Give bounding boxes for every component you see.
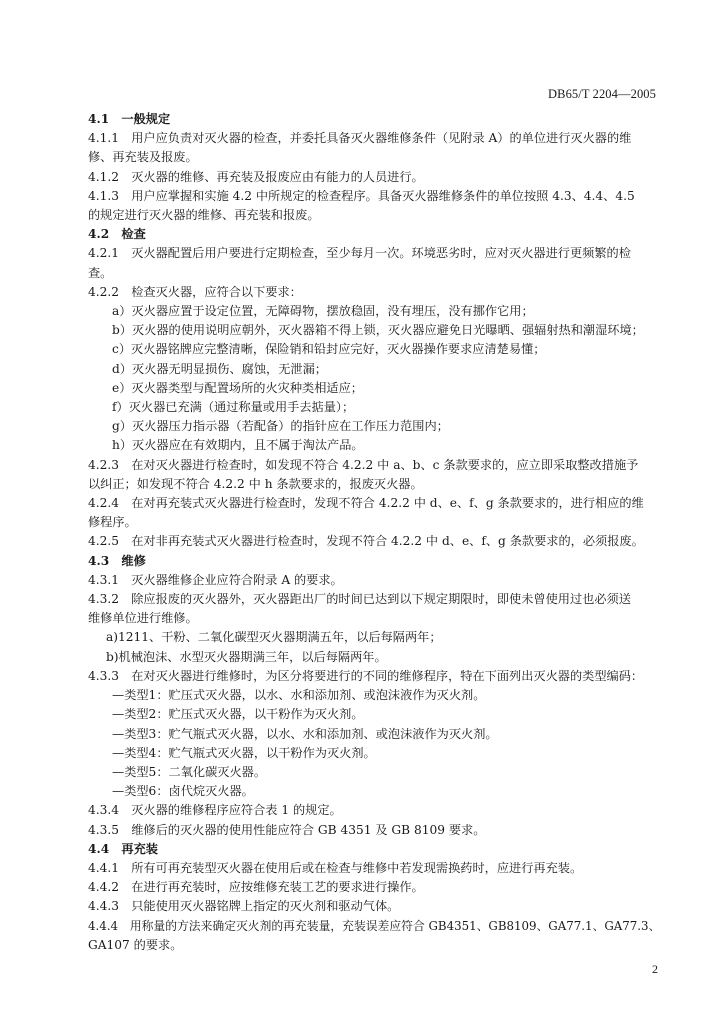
clause-text: GA107 的要求。: [88, 937, 183, 952]
clause-text: 4.2.4 在对再充装式灭火器进行检查时，发现不符合 4.2.2 中 d、e、f、g 条款要求的，进行相应的维: [88, 496, 644, 511]
list-item: b）灭火器的使用说明应朝外，灭火器箱不得上锁，灭火器应避免日光曝晒、强辐射热和潮湿环境；: [112, 323, 644, 338]
clause-text: 维修单位进行维修。: [88, 611, 198, 626]
clause-text: 4.2.5 在对非再充装式灭火器进行检查时，发现不符合 4.2.2 中 d、e、f、g 条款要求的，必须报废。: [88, 534, 644, 549]
section-heading: 4.4 再充装: [88, 841, 158, 856]
list-item: —类型3：贮气瓶式灭火器，以水、水和添加剂、或泡沫液作为灭火剂。: [112, 726, 498, 741]
clause-text: 查。: [88, 265, 113, 280]
clause-text: 修、再充装及报废。: [88, 150, 198, 165]
clause-text: 4.3.4 灭火器的维修程序应符合表 1 的规定。: [88, 803, 342, 818]
clause-text: 4.3.5 维修后的灭火器的使用性能应符合 GB 4351 及 GB 8109 要求。: [88, 822, 486, 837]
list-item: f）灭火器已充满（通过称量或用手去掂量）；: [112, 400, 355, 415]
clause-text: 4.1.2 灭火器的维修、再充装及报废应由有能力的人员进行。: [88, 169, 424, 184]
clause-text: 4.1.1 用户应负责对灭火器的检查，并委托具备灭火器维修条件（见附录 A）的单位进行灭火器的维: [88, 131, 632, 146]
clause-text: 4.3.3 在对灭火器进行维修时，为区分将要进行的不同的维修程序，特在下面列出灭火器的类型编码：: [88, 668, 644, 683]
clause-text: 4.2.3 在对灭火器进行检查时，如发现不符合 4.2.2 中 a、b、c 条款要求的，应立即采取整改措施予: [88, 457, 639, 472]
list-item: a)1211、干粉、二氧化碳型灭火器期满五年，以后每隔两年；: [106, 630, 442, 645]
list-item: h）灭火器应在有效期内，且不属于淘汰产品。: [112, 438, 364, 453]
clause-text: 4.4.4 用称量的方法来确定灭火剂的再充装量，充装误差应符合 GB4351、GB8109、GA77.1、GA77.3、: [88, 918, 661, 933]
list-item: c）灭火器铭牌应完整清晰，保险销和铅封应完好，灭火器操作要求应清楚易懂；: [112, 342, 546, 357]
section-heading: 4.2 检查: [88, 227, 146, 242]
list-item: e）灭火器类型与配置场所的火灾种类相适应；: [112, 380, 363, 395]
list-item: —类型5：二氧化碳灭火器。: [112, 764, 267, 779]
list-item: —类型6：卤代烷灭火器。: [112, 784, 254, 799]
list-item: —类型4：贮气瓶式灭火器，以干粉作为灭火剂。: [112, 745, 376, 760]
section-heading: 4.3 维修: [88, 553, 146, 568]
list-item: b)机械泡沫、水型灭火器期满三年，以后每隔两年。: [106, 649, 387, 664]
document-body: [88, 110, 660, 955]
clause-text: 4.4.3 只能使用灭火器铭牌上指定的灭火剂和驱动气体。: [88, 899, 400, 914]
clause-text: 4.2.1 灭火器配置后用户要进行定期检查，至少每月一次。环境恶劣时，应对灭火器进行更频繁的检: [88, 246, 631, 261]
section-heading: 4.1 一般规定: [88, 112, 171, 126]
clause-text: 4.4.1 所有可再充装型灭火器在使用后或在检查与维修中若发现需换药时，应进行再充装。: [88, 860, 583, 875]
clause-text: 4.1.3 用户应掌握和实施 4.2 中所规定的检查程序。具备灭火器维修条件的单位按照 4.3、4.4、4.5: [88, 188, 635, 203]
list-item: —类型2：贮压式灭火器，以干粉作为灭火剂。: [112, 707, 364, 722]
clause-text: 修程序。: [88, 515, 137, 530]
clause-text: 以纠正；如发现不符合 4.2.2 中 h 条款要求的，报废灭火器。: [88, 476, 423, 491]
clause-text: 的规定进行灭火器的维修、再充装和报废。: [88, 208, 320, 223]
page-number: 2: [652, 962, 658, 976]
clause-text: 4.3.1 灭火器维修企业应符合附录 A 的要求。: [88, 572, 343, 587]
list-item: d）灭火器无明显损伤、腐蚀，无泄漏；: [112, 361, 327, 376]
list-item: —类型1：贮压式灭火器，以水、水和添加剂、或泡沫液作为灭火剂。: [112, 688, 486, 703]
clause-text: 4.3.2 除应报废的灭火器外，灭火器距出厂的时间已达到以下规定期限时，即使未曾使用过也必须送: [88, 592, 631, 607]
clause-text: 4.4.2 在进行再充装时，应按维修充装工艺的要求进行操作。: [88, 880, 424, 895]
page-header: DB65/T 2204—2005: [548, 87, 656, 101]
list-item: a）灭火器应置于设定位置，无障碍物，摆放稳固，没有埋压，没有挪作它用；: [112, 304, 534, 319]
list-item: g）灭火器压力指示器（若配备）的指针应在工作压力范围内；: [112, 419, 449, 434]
clause-text: 4.2.2 检查灭火器，应符合以下要求：: [88, 284, 302, 299]
